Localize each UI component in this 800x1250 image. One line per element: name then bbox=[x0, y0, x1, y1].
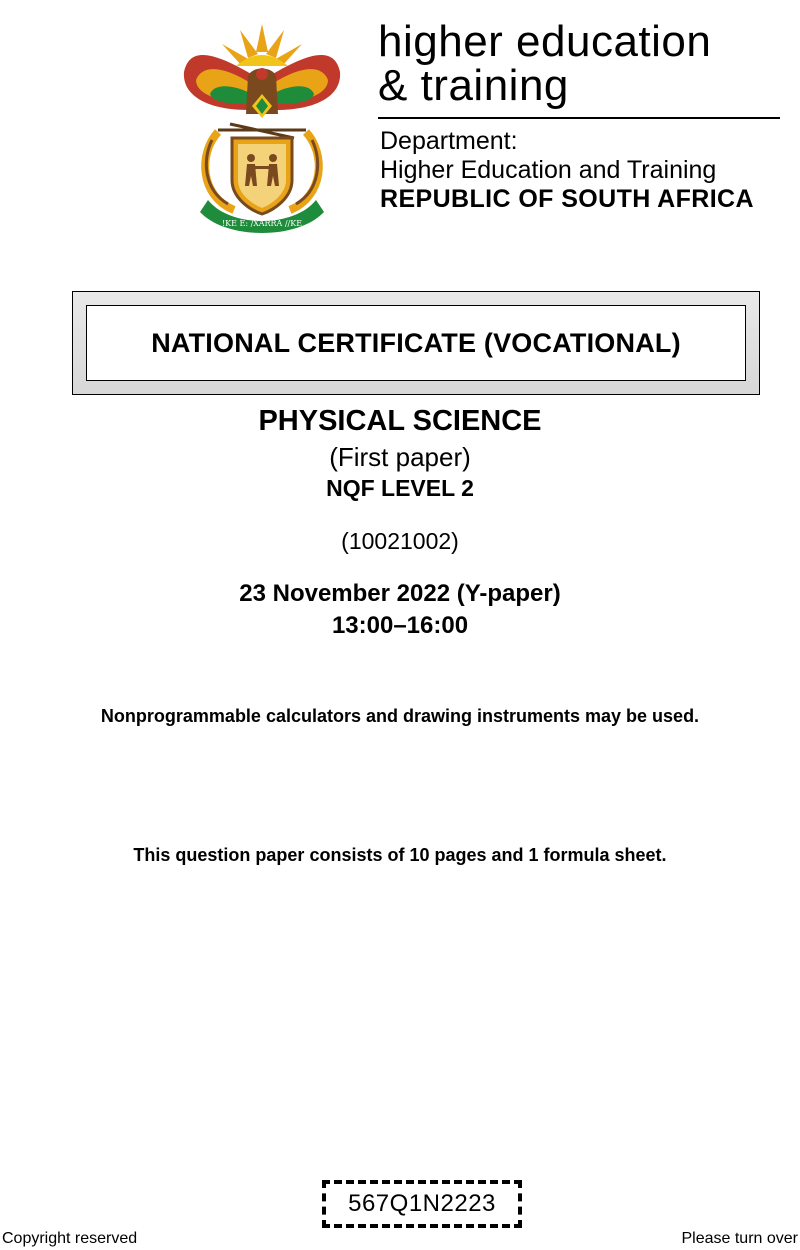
paper-code: 567Q1N2223 bbox=[348, 1190, 496, 1217]
subject-code: (10021002) bbox=[341, 528, 459, 554]
subject-title: PHYSICAL SCIENCE bbox=[258, 405, 542, 437]
brand-divider bbox=[378, 117, 780, 119]
exam-time: 13:00–16:00 bbox=[331, 612, 469, 639]
paper-number: (First paper) bbox=[329, 442, 471, 472]
copyright-note: Copyright reserved bbox=[2, 1230, 138, 1247]
brand-title-line-1: higher education bbox=[378, 17, 712, 66]
department-label: Department: bbox=[380, 127, 518, 155]
nqf-level: NQF LEVEL 2 bbox=[326, 475, 474, 501]
exam-date: 23 November 2022 (Y-paper) bbox=[239, 580, 561, 607]
department-name: Higher Education and Training bbox=[380, 156, 717, 184]
certificate-banner-inner bbox=[86, 305, 746, 381]
certificate-banner bbox=[72, 291, 760, 395]
turn-over-note: Please turn over bbox=[681, 1230, 798, 1247]
coat-of-arms-logo bbox=[178, 14, 346, 236]
page-count-note: This question paper consists of 10 pages and 1 formula sheet. bbox=[133, 845, 667, 865]
calculator-instruction: Nonprogrammable calculators and drawing instruments may be used. bbox=[100, 706, 700, 726]
svg-text:!KE E: /XARRA //KE: !KE E: /XARRA //KE bbox=[221, 219, 303, 228]
brand-title-line-2: & training bbox=[378, 61, 569, 110]
country-name: REPUBLIC OF SOUTH AFRICA bbox=[380, 185, 754, 213]
sun-icon bbox=[222, 24, 302, 66]
paper-code-box bbox=[322, 1180, 522, 1228]
certificate-title: NATIONAL CERTIFICATE (VOCATIONAL) bbox=[151, 327, 681, 358]
